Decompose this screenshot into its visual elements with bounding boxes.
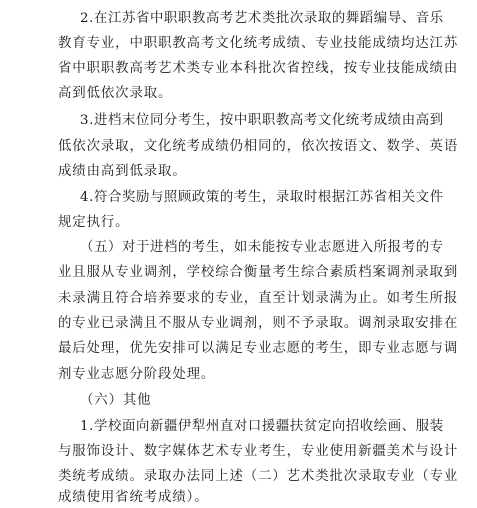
paragraph-line: 成绩由高到低录取。	[58, 164, 187, 179]
paragraph-line: （五）对于进档的考生，如未能按专业志愿进入所报考的专	[80, 240, 444, 255]
paragraph-line: 教育专业，中职职教高考文化统考成绩、专业技能成绩均达江苏	[58, 36, 459, 51]
paragraph-line: 剂专业志愿分阶段处理。	[58, 367, 216, 382]
paragraph-line: 省中职职教高考艺术类专业本科批次省控线，按专业技能成绩由	[58, 61, 459, 76]
paragraph-line: 高到低依次录取。	[58, 86, 173, 101]
paragraph-line: 成绩使用省统考成绩）。	[58, 490, 209, 505]
paragraph-line: 低依次录取，文化统考成绩仍相同的，依次按语文、数学、英语	[58, 139, 459, 154]
paragraph-line: 类统考成绩。录取办法同上述（二）艺术类批次录取专业（专业	[58, 469, 459, 484]
paragraph-line: 的专业已录满且不服从专业调剂，则不予录取。调剂录取安排在	[58, 316, 459, 331]
paragraph-line: 2.在江苏省中职职教高考艺术类批次录取的舞蹈编导、音乐	[80, 11, 444, 26]
section-heading: （六）其他	[80, 393, 152, 408]
paragraph-line: 3.进档末位同分考生，按中职职教高考文化统考成绩由高到	[80, 113, 444, 128]
paragraph-line: 与服饰设计、数字媒体艺术专业考生，专业使用新疆美术与设计	[58, 444, 459, 459]
paragraph-line: 4.符合奖励与照顾政策的考生，录取时根据江苏省相关文件	[80, 190, 444, 205]
paragraph-line: 1.学校面向新疆伊犁州直对口援疆扶贫定向招收绘画、服装	[80, 419, 444, 434]
paragraph-line: 最后处理，优先安排可以满足专业志愿的考生，即专业志愿与调	[58, 341, 459, 356]
paragraph-line: 业且服从专业调剂，学校综合衡量考生综合素质档案调剂录取到	[58, 265, 459, 280]
paragraph-line: 未录满且符合培养要求的专业，直至计划录满为止。如考生所报	[58, 291, 459, 306]
paragraph-line: 规定执行。	[58, 215, 130, 230]
